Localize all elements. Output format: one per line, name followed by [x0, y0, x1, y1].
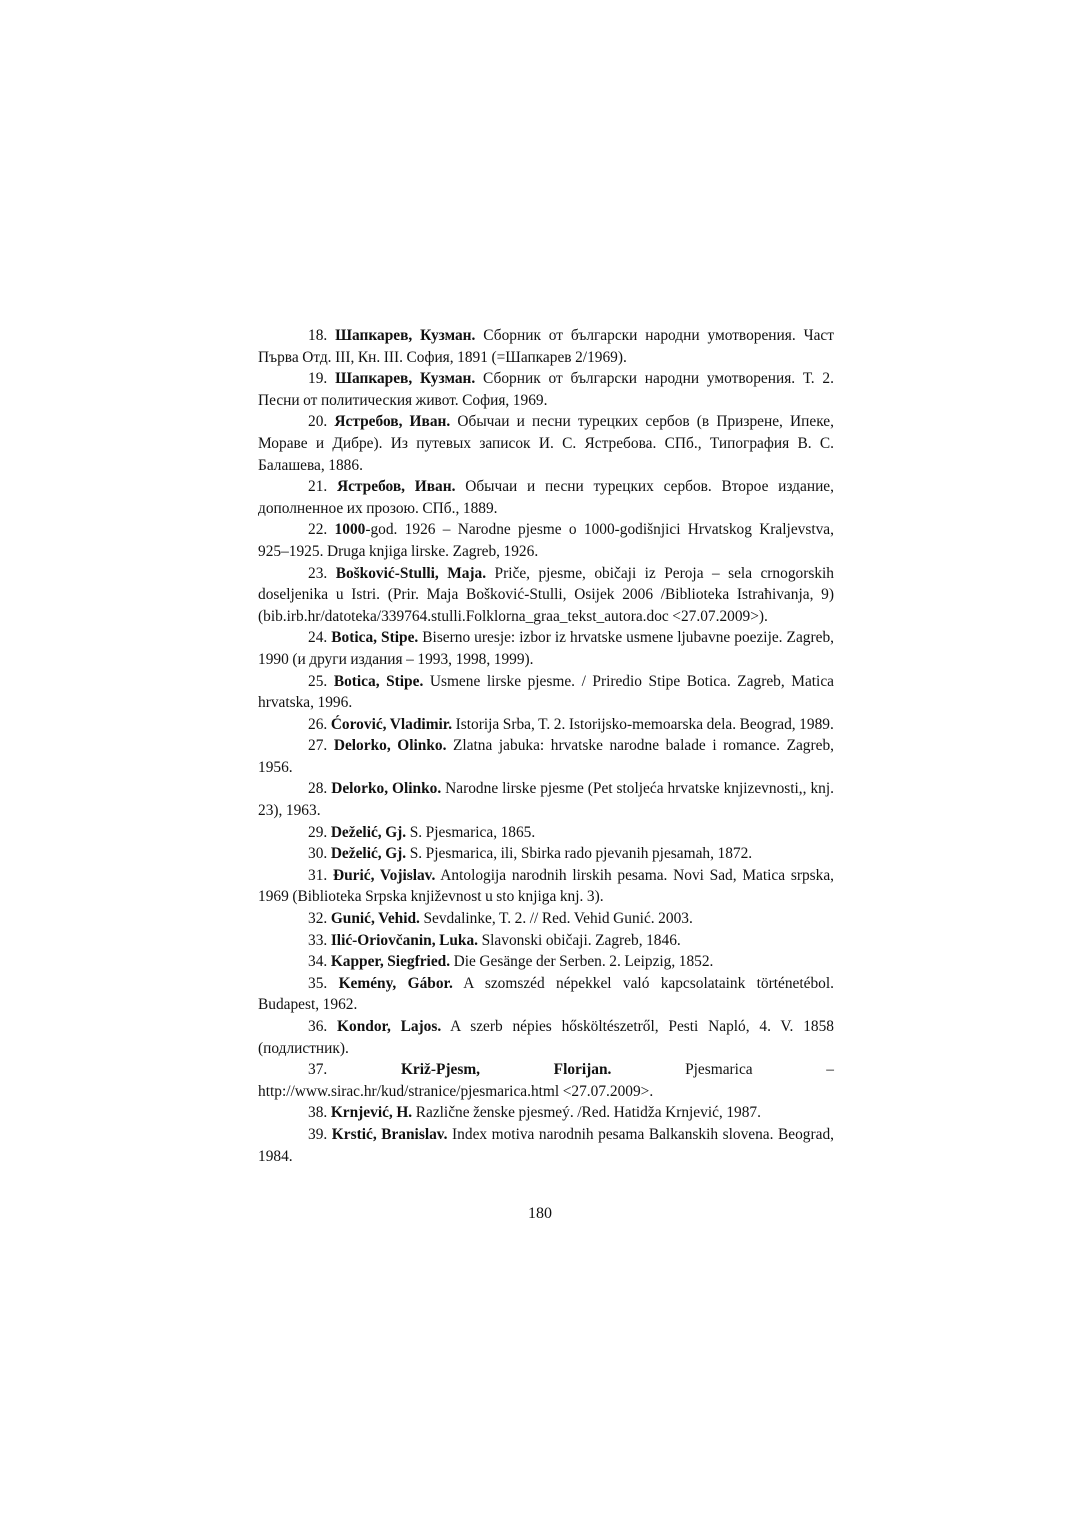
entry-author: Kemény, Gábor. — [338, 974, 453, 992]
page-number: 180 — [528, 1205, 552, 1222]
entry-author: Bošković-Stulli, Maja. — [335, 564, 487, 582]
entry-number: 35. — [308, 974, 328, 992]
bibliography-entry — [258, 411, 834, 476]
entry-author: Ястребов, Иван. — [336, 478, 456, 496]
bibliography-entry — [258, 627, 834, 670]
entry-author: 1000 — [334, 521, 366, 539]
entry-author: Шапкарев, Кузман. — [335, 370, 476, 388]
entry-number: 20. — [308, 413, 328, 431]
bibliography-entry — [258, 951, 834, 973]
entry-author: Deželić, Gj. — [330, 823, 407, 841]
entry-number: 33. — [308, 931, 328, 949]
bibliography-entry — [258, 778, 834, 821]
entry-author: Delorko, Olinko. — [333, 737, 447, 755]
bibliography-entry — [258, 1016, 834, 1059]
entry-text: Обычаи и песни турецких сербов. Второе издание, дополненное их прозою. СПб., 1889. — [258, 478, 834, 517]
entry-author: Ястребов, Иван. — [334, 413, 451, 431]
entry-text: Pjesmarica – http://www.sirac.hr/kud/stranice/pjesmarica.html <27.07.2009>. — [258, 1061, 834, 1100]
entry-number: 27. — [308, 737, 328, 755]
entry-text: Narodne lirske pjesme (Pet stoljeća hrvatske knjizevnosti,, knj. 23), 1963. — [258, 780, 834, 820]
bibliography-entry — [258, 843, 834, 865]
entry-number: 32. — [308, 910, 328, 928]
bibliography-list — [258, 325, 834, 1167]
entry-author: Kondor, Lajos. — [337, 1018, 442, 1035]
entry-number: 37. — [308, 1061, 328, 1079]
entry-author: Gunić, Vehid. — [330, 910, 420, 928]
bibliography-entry — [258, 1124, 834, 1167]
bibliography-entry — [258, 973, 834, 1016]
entry-number: 36. — [308, 1018, 328, 1035]
bibliography-entry — [258, 476, 834, 519]
entry-text: Sevdalinke, T. 2. // Red. Vehid Gunić. 2003. — [423, 910, 693, 928]
entry-author: Ćorović, Vladimir. — [330, 715, 453, 733]
entry-text: Antologija narodnih lirskih pesama. Novi Sad, Matica srpska, 1969 (Biblioteka Srpska književnost u sto knjiga knj. 3). — [258, 866, 834, 906]
entry-number: 28. — [308, 780, 328, 798]
entry-text: -god. 1926 – Narodne pjesme o 1000-godišnjici Hrvatskog Kraljevstva, 925–1925. Druga knjiga lirske. Zagreb, 1926. — [258, 521, 834, 560]
entry-text: A szomszéd népekkel való kapcsolataink történetébol. Budapest, 1962. — [258, 974, 834, 1014]
bibliography-entry — [258, 325, 834, 368]
bibliography-entry — [258, 908, 834, 930]
entry-text: Zlatna jabuka: hrvatske narodne balade i romance. Zagreb, 1956. — [258, 737, 834, 776]
entry-text: S. Pjesmarica, ili, Sbirka rado pjevanih pjesamah, 1872. — [409, 845, 753, 863]
entry-text: Index motiva narodnih pesama Balkanskih slovena. Beograd, 1984. — [258, 1125, 835, 1165]
entry-number: 25. — [308, 672, 328, 690]
entry-author: Шапкарев, Кузман. — [335, 327, 476, 344]
entry-author: Krstić, Branislav. — [331, 1125, 448, 1143]
bibliography-entry — [258, 714, 834, 736]
entry-author: Ilić-Oriovčanin, Luka. — [330, 931, 479, 949]
bibliography-entry — [258, 563, 834, 628]
entry-number: 18. — [308, 327, 328, 344]
bibliography-entry — [258, 930, 834, 952]
entry-text: Slavonski običaji. Zagreb, 1846. — [481, 931, 681, 949]
bibliography-entry — [258, 519, 834, 562]
entry-text: Biserno uresje: izbor iz hrvatske usmene ljubavne poezije. Zagreb, 1990 (и други издания – 1993, 1998, 1999). — [258, 629, 834, 668]
entry-text: A szerb népies hősköltészetről, Pesti Napló, 4. V. 1858 (подлистник). — [258, 1018, 834, 1057]
entry-author: Đurić, Vojislav. — [333, 866, 436, 884]
entry-text: Priče, pjesme, običaji iz Peroja – sela crnogorskih doseljenika u Istri. (Prir. Maja Bošković-Stulli, Osijek 2006 /Biblioteka Istraћivanja, 9) (bib.irb.hr/datoteka/339764.stulli.Folklorna_graa_tekst_autora.doc <27.07.2009>). — [258, 564, 834, 625]
entry-author: Botica, Stipe. — [331, 629, 419, 647]
entry-number: 31. — [308, 866, 328, 884]
entry-text: Usmene lirske pjesme. / Priredio Stipe Botica. Zagreb, Matica hrvatska, 1996. — [258, 672, 834, 712]
bibliography-entry — [258, 735, 834, 778]
bibliography-entry — [258, 822, 834, 844]
entry-text: Istorija Srba, T. 2. Istorijsko-memoarska dela. Beograd, 1989. — [455, 715, 834, 733]
entry-text: Različne ženske pjesmeý. /Red. Hatidža Krnjević, 1987. — [415, 1104, 761, 1122]
entry-number: 34. — [308, 953, 328, 971]
entry-text: Сборник от български народни умотворения. Т. 2. Песни от политическия живот. София, 1969. — [258, 370, 834, 409]
bibliography-entry — [258, 865, 834, 908]
entry-text: S. Pjesmarica, 1865. — [409, 823, 536, 841]
entry-number: 39. — [308, 1125, 328, 1143]
bibliography-entry — [258, 1059, 834, 1102]
entry-author: Delorko, Olinko. — [331, 780, 442, 798]
entry-number: 23. — [308, 564, 328, 582]
bibliography-entry — [258, 1102, 834, 1124]
entry-number: 24. — [308, 629, 328, 647]
entry-author: Botica, Stipe. — [333, 672, 424, 690]
bibliography-entry — [258, 368, 834, 411]
entry-number: 30. — [308, 845, 328, 863]
entry-number: 38. — [308, 1104, 328, 1122]
entry-author: Deželić, Gj. — [330, 845, 407, 863]
entry-number: 26. — [308, 715, 328, 733]
entry-number: 29. — [308, 823, 328, 841]
bibliography-entry — [258, 671, 834, 714]
entry-text: Die Gesänge der Serben. 2. Leipzig, 1852. — [453, 953, 714, 971]
entry-author: Krnjević, H. — [330, 1104, 413, 1122]
entry-number: 19. — [308, 370, 328, 388]
entry-text: Обычаи и песни турецких сербов (в Призрене, Ипеке, Мораве и Дибре). Из путевых записок И. С. Ястребова. СПб., Типография В. С. Балашева, 1886. — [258, 413, 834, 474]
entry-number: 21. — [308, 478, 328, 496]
entry-author: Kapper, Siegfried. — [330, 953, 451, 971]
entry-author: Križ-Pjesm, Florijan. — [400, 1061, 612, 1079]
entry-text: Сборник от български народни умотворения. Част Първа Отд. III, Кн. III. София, 1891 (=Шапкарев 2/1969). — [258, 327, 834, 366]
entry-number: 22. — [308, 521, 328, 539]
